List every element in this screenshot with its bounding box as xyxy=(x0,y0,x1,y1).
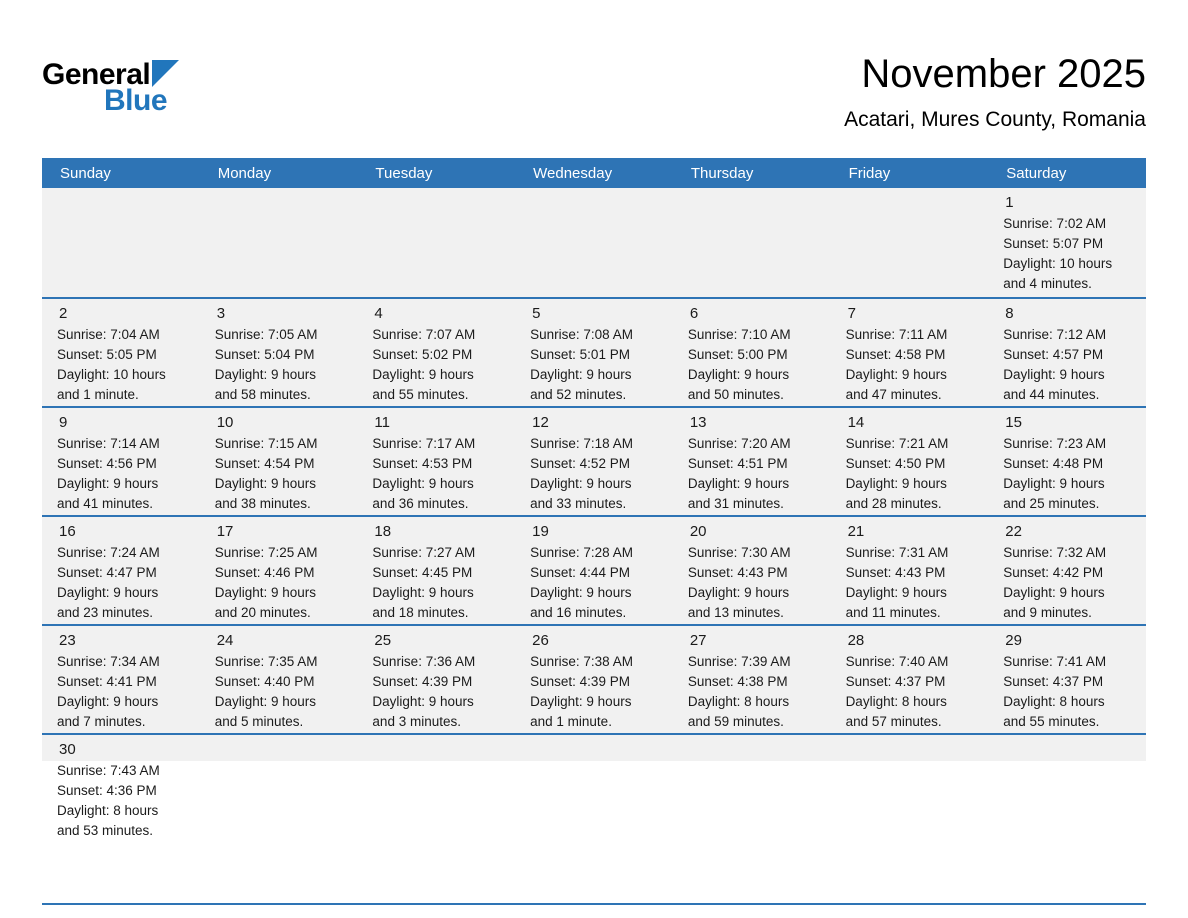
weekday-wednesday: Wednesday xyxy=(533,164,613,182)
sunset-text: Sunset: 4:39 PM xyxy=(372,674,473,689)
daylight-text-line1: Daylight: 8 hours xyxy=(687,694,790,709)
daylight-text-line2: and 7 minutes. xyxy=(57,714,146,729)
daylight-text-line2: and 47 minutes. xyxy=(845,387,942,402)
sunset-text: Sunset: 4:48 PM xyxy=(1003,456,1104,471)
daylight-text-line2: and 36 minutes. xyxy=(372,496,469,511)
weekday-tuesday: Tuesday xyxy=(375,164,433,182)
weekday-sunday: Sunday xyxy=(60,164,111,182)
sunset-text: Sunset: 4:47 PM xyxy=(57,565,157,580)
daylight-text-line2: and 3 minutes. xyxy=(372,714,461,729)
daylight-text-line1: Daylight: 9 hours xyxy=(687,367,790,382)
sunset-text: Sunset: 4:51 PM xyxy=(687,456,788,471)
logo-text-blue: Blue xyxy=(104,84,168,117)
daylight-text-line1: Daylight: 9 hours xyxy=(372,585,474,600)
sunset-text: Sunset: 4:37 PM xyxy=(845,674,946,689)
day-number: 17 xyxy=(216,523,234,540)
sunrise-text: Sunrise: 7:04 AM xyxy=(57,327,160,342)
daylight-text-line2: and 9 minutes. xyxy=(1003,605,1092,620)
daylight-text-line1: Daylight: 9 hours xyxy=(530,585,632,600)
day-cell-30 xyxy=(42,735,200,858)
week-row xyxy=(42,297,1146,406)
day-cell-8 xyxy=(988,299,1146,406)
day-number: 15 xyxy=(1005,414,1022,431)
daylight-text-line1: Daylight: 9 hours xyxy=(530,694,632,709)
daylight-text-line1: Daylight: 8 hours xyxy=(845,694,947,709)
sunrise-text: Sunrise: 7:40 AM xyxy=(845,654,949,669)
daylight-text-line2: and 20 minutes. xyxy=(214,605,311,620)
sunset-text: Sunset: 4:58 PM xyxy=(845,347,946,362)
day-number: 9 xyxy=(59,414,68,431)
weekday-header-row xyxy=(42,158,1146,188)
sunrise-text: Sunrise: 7:32 AM xyxy=(1003,545,1107,560)
sunrise-text: Sunrise: 7:08 AM xyxy=(530,327,633,342)
day-cell-empty xyxy=(200,735,358,858)
daylight-text-line1: Daylight: 9 hours xyxy=(530,367,632,382)
sunset-text: Sunset: 4:38 PM xyxy=(687,674,788,689)
day-number: 7 xyxy=(847,305,856,322)
day-number: 6 xyxy=(689,305,699,322)
sunset-text: Sunset: 5:00 PM xyxy=(687,347,788,362)
sunrise-text: Sunrise: 7:25 AM xyxy=(214,545,318,560)
daylight-text-line1: Daylight: 9 hours xyxy=(687,585,790,600)
daylight-text-line1: Daylight: 9 hours xyxy=(372,476,474,491)
day-cell-20 xyxy=(673,517,831,624)
sunset-text: Sunset: 5:05 PM xyxy=(57,347,157,362)
daylight-text-line2: and 41 minutes. xyxy=(57,496,154,511)
sunset-text: Sunset: 4:57 PM xyxy=(1003,347,1104,362)
sunrise-text: Sunrise: 7:21 AM xyxy=(845,436,949,451)
daylight-text-line1: Daylight: 9 hours xyxy=(372,367,474,382)
week-row xyxy=(42,188,1146,297)
daylight-text-line1: Daylight: 8 hours xyxy=(57,803,159,818)
logo-text-general: General xyxy=(42,58,151,91)
daylight-text-line2: and 16 minutes. xyxy=(530,605,627,620)
sunset-text: Sunset: 4:56 PM xyxy=(57,456,157,471)
sunrise-text: Sunrise: 7:27 AM xyxy=(372,545,476,560)
day-cell-4 xyxy=(357,299,515,406)
day-number: 18 xyxy=(374,523,392,540)
day-number: 27 xyxy=(689,632,707,649)
day-cell-empty xyxy=(515,188,673,297)
weekday-saturday: Saturday xyxy=(1006,164,1067,182)
day-number: 20 xyxy=(689,523,707,540)
sunset-text: Sunset: 4:42 PM xyxy=(1003,565,1104,580)
sunset-text: Sunset: 4:43 PM xyxy=(845,565,946,580)
daylight-text-line1: Daylight: 9 hours xyxy=(214,585,317,600)
weekday-monday: Monday xyxy=(217,164,272,182)
daylight-text-line2: and 55 minutes. xyxy=(1003,714,1100,729)
sunset-text: Sunset: 5:04 PM xyxy=(214,347,315,362)
sunrise-text: Sunrise: 7:11 AM xyxy=(845,327,948,342)
daylight-text-line2: and 50 minutes. xyxy=(687,387,784,402)
day-cell-6 xyxy=(673,299,831,406)
daylight-text-line2: and 57 minutes. xyxy=(845,714,942,729)
daylight-text-line1: Daylight: 9 hours xyxy=(845,367,947,382)
day-cell-15 xyxy=(988,408,1146,515)
sunrise-text: Sunrise: 7:10 AM xyxy=(687,327,791,342)
bottom-divider xyxy=(42,903,1146,905)
daylight-text-line1: Daylight: 9 hours xyxy=(372,694,474,709)
page-header xyxy=(42,0,1146,158)
daylight-text-line2: and 13 minutes. xyxy=(687,605,784,620)
daylight-text-line2: and 1 minute. xyxy=(57,387,139,402)
sunset-text: Sunset: 5:02 PM xyxy=(372,347,473,362)
sunset-text: Sunset: 4:44 PM xyxy=(530,565,630,580)
daylight-text-line1: Daylight: 9 hours xyxy=(57,476,159,491)
day-number: 2 xyxy=(59,305,68,322)
weekday-friday: Friday xyxy=(848,164,891,182)
sunrise-text: Sunrise: 7:23 AM xyxy=(1003,436,1107,451)
daylight-text-line1: Daylight: 9 hours xyxy=(1003,585,1105,600)
sunrise-text: Sunrise: 7:39 AM xyxy=(687,654,791,669)
day-cell-23 xyxy=(42,626,200,733)
daylight-text-line2: and 58 minutes. xyxy=(214,387,311,402)
day-cell-26 xyxy=(515,626,673,733)
logo-triangle-icon xyxy=(152,60,179,87)
daylight-text-line1: Daylight: 9 hours xyxy=(845,585,947,600)
general-blue-logo xyxy=(42,60,179,116)
sunset-text: Sunset: 4:37 PM xyxy=(1003,674,1104,689)
sunset-text: Sunset: 4:45 PM xyxy=(372,565,473,580)
weekday-thursday: Thursday xyxy=(690,164,754,182)
day-cell-13 xyxy=(673,408,831,515)
sunset-text: Sunset: 5:01 PM xyxy=(530,347,630,362)
daylight-text-line1: Daylight: 9 hours xyxy=(530,476,632,491)
daylight-text-line2: and 11 minutes. xyxy=(845,605,941,620)
sunrise-text: Sunrise: 7:17 AM xyxy=(372,436,476,451)
daylight-text-line2: and 18 minutes. xyxy=(372,605,469,620)
daylight-text-line2: and 59 minutes. xyxy=(687,714,784,729)
sunrise-text: Sunrise: 7:05 AM xyxy=(214,327,318,342)
day-number: 10 xyxy=(216,414,234,431)
sunset-text: Sunset: 4:52 PM xyxy=(530,456,630,471)
daylight-text-line1: Daylight: 9 hours xyxy=(1003,476,1105,491)
day-cell-3 xyxy=(200,299,358,406)
day-number: 3 xyxy=(216,305,226,322)
day-cell-14 xyxy=(831,408,989,515)
daylight-text-line1: Daylight: 9 hours xyxy=(214,367,317,382)
sunrise-text: Sunrise: 7:15 AM xyxy=(214,436,318,451)
sunset-text: Sunset: 4:40 PM xyxy=(214,674,315,689)
daylight-text-line1: Daylight: 10 hours xyxy=(1003,256,1113,271)
sunset-text: Sunset: 4:53 PM xyxy=(372,456,473,471)
daylight-text-line2: and 52 minutes. xyxy=(530,387,627,402)
sunrise-text: Sunrise: 7:28 AM xyxy=(530,545,633,560)
day-cell-empty xyxy=(673,188,831,297)
day-number: 11 xyxy=(374,414,390,431)
daylight-text-line1: Daylight: 9 hours xyxy=(57,585,159,600)
sunset-text: Sunset: 4:46 PM xyxy=(214,565,315,580)
day-number: 4 xyxy=(374,305,383,322)
sunrise-text: Sunrise: 7:34 AM xyxy=(57,654,160,669)
day-cell-19 xyxy=(515,517,673,624)
day-cell-5 xyxy=(515,299,673,406)
sunrise-text: Sunrise: 7:36 AM xyxy=(372,654,476,669)
day-cell-empty xyxy=(515,735,673,858)
day-cell-empty xyxy=(42,188,200,297)
day-cell-24 xyxy=(200,626,358,733)
day-cell-empty xyxy=(200,188,358,297)
sunrise-text: Sunrise: 7:07 AM xyxy=(372,327,476,342)
daylight-text-line1: Daylight: 9 hours xyxy=(57,694,159,709)
day-cell-28 xyxy=(831,626,989,733)
daylight-text-line1: Daylight: 8 hours xyxy=(1003,694,1105,709)
daylight-text-line1: Daylight: 9 hours xyxy=(214,476,317,491)
daylight-text-line1: Daylight: 10 hours xyxy=(57,367,166,382)
day-number: 14 xyxy=(847,414,865,431)
sunrise-text: Sunrise: 7:38 AM xyxy=(530,654,633,669)
daylight-text-line1: Daylight: 9 hours xyxy=(845,476,947,491)
day-number: 8 xyxy=(1005,305,1014,322)
day-cell-17 xyxy=(200,517,358,624)
day-number: 24 xyxy=(216,632,234,649)
day-number: 29 xyxy=(1005,632,1022,649)
day-number: 21 xyxy=(847,523,865,540)
day-cell-11 xyxy=(357,408,515,515)
day-cell-empty xyxy=(831,735,989,858)
sunrise-text: Sunrise: 7:24 AM xyxy=(57,545,160,560)
sunset-text: Sunset: 4:41 PM xyxy=(57,674,157,689)
sunset-text: Sunset: 5:07 PM xyxy=(1003,236,1104,251)
day-number: 25 xyxy=(374,632,392,649)
day-cell-18 xyxy=(357,517,515,624)
day-cell-12 xyxy=(515,408,673,515)
sunset-text: Sunset: 4:43 PM xyxy=(687,565,788,580)
sunrise-text: Sunrise: 7:35 AM xyxy=(214,654,318,669)
day-number: 19 xyxy=(532,523,549,540)
day-number: 23 xyxy=(59,632,76,649)
daylight-text-line1: Daylight: 9 hours xyxy=(1003,367,1105,382)
sunrise-text: Sunrise: 7:14 AM xyxy=(57,436,160,451)
day-number: 16 xyxy=(59,523,76,540)
location-subtitle: Acatari, Mures County, Romania xyxy=(844,108,1146,131)
sunset-text: Sunset: 4:50 PM xyxy=(845,456,946,471)
daylight-text-line1: Daylight: 9 hours xyxy=(687,476,790,491)
daylight-text-line2: and 44 minutes. xyxy=(1003,387,1100,402)
week-row xyxy=(42,406,1146,515)
daylight-text-line2: and 53 minutes. xyxy=(57,823,154,838)
day-number: 26 xyxy=(532,632,549,649)
day-cell-7 xyxy=(831,299,989,406)
day-cell-9 xyxy=(42,408,200,515)
daylight-text-line2: and 1 minute. xyxy=(530,714,612,729)
day-cell-25 xyxy=(357,626,515,733)
week-row xyxy=(42,624,1146,733)
day-number: 28 xyxy=(847,632,865,649)
day-number: 30 xyxy=(59,741,76,758)
daylight-text-line2: and 5 minutes. xyxy=(214,714,304,729)
week-row xyxy=(42,515,1146,624)
week-row xyxy=(42,733,1146,858)
day-cell-27 xyxy=(673,626,831,733)
day-cell-1 xyxy=(988,188,1146,297)
calendar-weeks xyxy=(42,188,1146,858)
sunrise-text: Sunrise: 7:30 AM xyxy=(687,545,791,560)
day-number: 22 xyxy=(1005,523,1022,540)
daylight-text-line2: and 25 minutes. xyxy=(1003,496,1100,511)
day-cell-29 xyxy=(988,626,1146,733)
calendar-table xyxy=(42,158,1146,858)
sunrise-text: Sunrise: 7:31 AM xyxy=(845,545,949,560)
daylight-text-line2: and 4 minutes. xyxy=(1003,276,1092,291)
sunrise-text: Sunrise: 7:43 AM xyxy=(57,763,160,778)
daylight-text-line2: and 28 minutes. xyxy=(845,496,942,511)
day-number: 5 xyxy=(532,305,541,322)
day-cell-empty xyxy=(357,735,515,858)
day-cell-10 xyxy=(200,408,358,515)
sunrise-text: Sunrise: 7:12 AM xyxy=(1003,327,1107,342)
daylight-text-line2: and 33 minutes. xyxy=(530,496,627,511)
sunrise-text: Sunrise: 7:02 AM xyxy=(1003,216,1107,231)
sunrise-text: Sunrise: 7:20 AM xyxy=(687,436,791,451)
day-cell-2 xyxy=(42,299,200,406)
day-cell-empty xyxy=(673,735,831,858)
title-block xyxy=(844,44,1146,132)
day-cell-21 xyxy=(831,517,989,624)
day-number: 1 xyxy=(1005,194,1014,211)
day-cell-empty xyxy=(357,188,515,297)
daylight-text-line2: and 23 minutes. xyxy=(57,605,154,620)
sunset-text: Sunset: 4:54 PM xyxy=(214,456,315,471)
sunset-text: Sunset: 4:39 PM xyxy=(530,674,630,689)
day-cell-16 xyxy=(42,517,200,624)
daylight-text-line2: and 55 minutes. xyxy=(372,387,469,402)
sunset-text: Sunset: 4:36 PM xyxy=(57,783,157,798)
sunrise-text: Sunrise: 7:18 AM xyxy=(530,436,633,451)
daylight-text-line1: Daylight: 9 hours xyxy=(214,694,317,709)
day-number: 13 xyxy=(689,414,707,431)
daylight-text-line2: and 31 minutes. xyxy=(687,496,784,511)
day-cell-22 xyxy=(988,517,1146,624)
day-cell-empty xyxy=(831,188,989,297)
day-number: 12 xyxy=(532,414,549,431)
page-title: November 2025 xyxy=(861,52,1146,96)
day-cell-empty xyxy=(988,735,1146,858)
sunrise-text: Sunrise: 7:41 AM xyxy=(1003,654,1107,669)
daylight-text-line2: and 38 minutes. xyxy=(214,496,311,511)
